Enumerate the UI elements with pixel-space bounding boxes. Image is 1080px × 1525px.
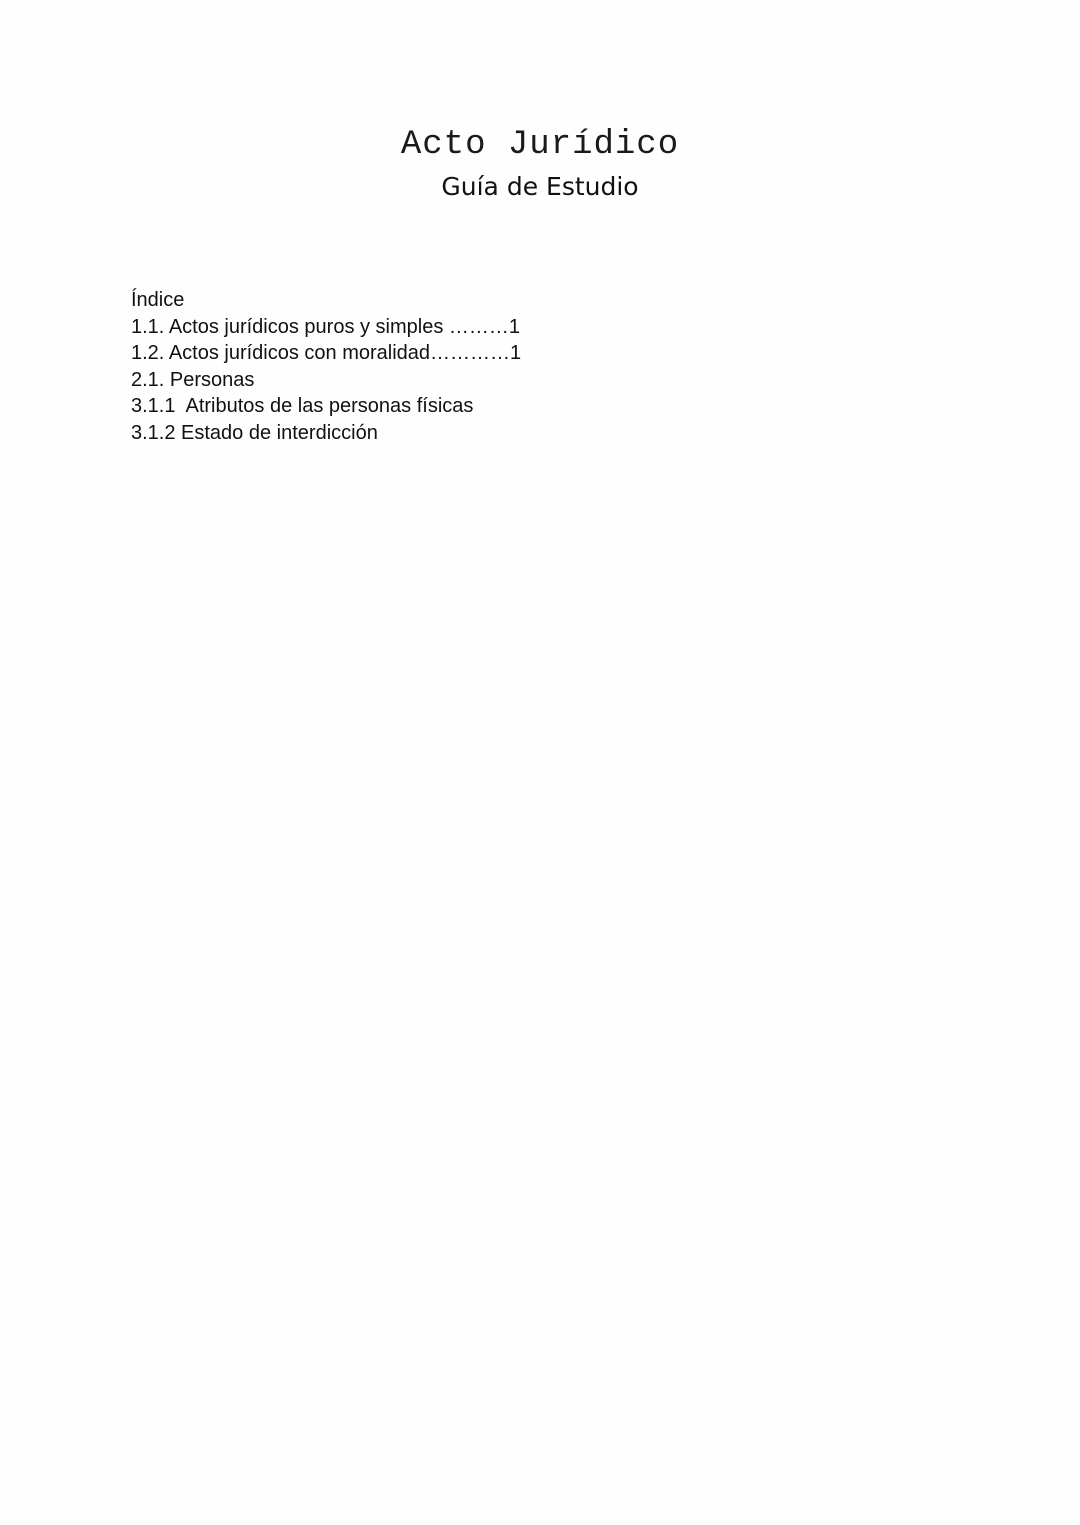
toc-item: 3.1.1 Atributos de las personas físicas	[131, 395, 474, 417]
document-title: Acto Jurídico	[400, 126, 680, 164]
toc-item: 2.1. Personas	[131, 368, 255, 391]
toc-item: 3.1.2 Estado de interdicción	[131, 421, 378, 444]
document-subtitle: Guía de Estudio	[441, 172, 639, 201]
toc-list	[131, 314, 521, 447]
toc-item: 1.2. Actos jurídicos con moralidad…………1	[131, 342, 522, 364]
toc-heading: Índice	[131, 289, 185, 311]
table-of-contents	[131, 287, 521, 446]
toc-item: 1.1. Actos jurídicos puros y simples ………1	[131, 315, 521, 338]
